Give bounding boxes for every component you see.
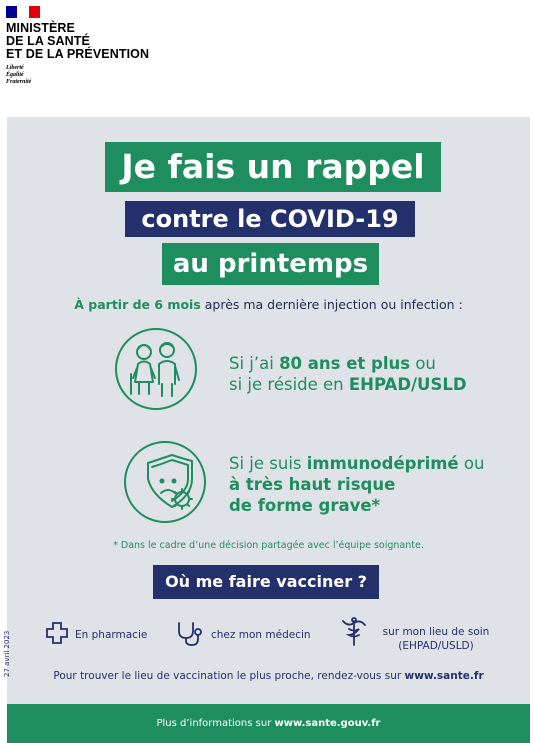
footer-banner: Plus d’informations sur www.sante.gouv.fr bbox=[7, 704, 530, 743]
poster-date: 27 avril 2023 bbox=[3, 630, 11, 677]
title-line-3: au printemps bbox=[162, 243, 379, 285]
intro-text: À partir de 6 mois après ma dernière injection ou infection : bbox=[74, 297, 463, 312]
stethoscope-icon bbox=[175, 621, 205, 647]
sante-gouv-link[interactable]: www.sante.gouv.fr bbox=[274, 718, 381, 729]
shield-virus-icon bbox=[124, 441, 206, 523]
option-care-facility-label: sur mon lieu de soin bbox=[382, 626, 490, 638]
condition-immunocompromised: Si je suis immunodéprimé ou à très haut risque de forme grave* bbox=[229, 454, 485, 515]
french-flag-logo bbox=[6, 6, 40, 18]
sante-fr-link[interactable]: www.sante.fr bbox=[404, 670, 484, 682]
elderly-couple-icon bbox=[115, 328, 197, 410]
ministry-header bbox=[6, 6, 206, 101]
title-line-2: contre le COVID-19 bbox=[125, 201, 415, 237]
option-pharmacy-label: En pharmacie bbox=[75, 629, 148, 641]
covid-booster-poster bbox=[3, 117, 530, 743]
condition-age-ehpad: Si j’ai 80 ans et plus ou si je réside en EHPAD/USLD bbox=[229, 354, 467, 394]
pharmacy-cross-icon bbox=[45, 621, 69, 645]
ministry-name: MINISTÈRE DE LA SANTÉ ET DE LA PRÉVENTION bbox=[6, 21, 150, 61]
option-doctor-label: chez mon médecin bbox=[211, 629, 311, 641]
where-vaccinate-title: Où me faire vacciner ? bbox=[153, 565, 379, 599]
footnote: * Dans le cadre d’une décision partagée avec l’équipe soignante. bbox=[113, 540, 424, 551]
option-care-facility-sublabel: (EHPAD/USLD) bbox=[398, 640, 474, 652]
title-line-1: Je fais un rappel bbox=[105, 142, 441, 192]
find-location-text: Pour trouver le lieu de vaccination le plus proche, rendez-vous sur www.sante.fr bbox=[53, 670, 484, 682]
republic-motto: Liberté Égalité Fraternité bbox=[6, 65, 32, 85]
